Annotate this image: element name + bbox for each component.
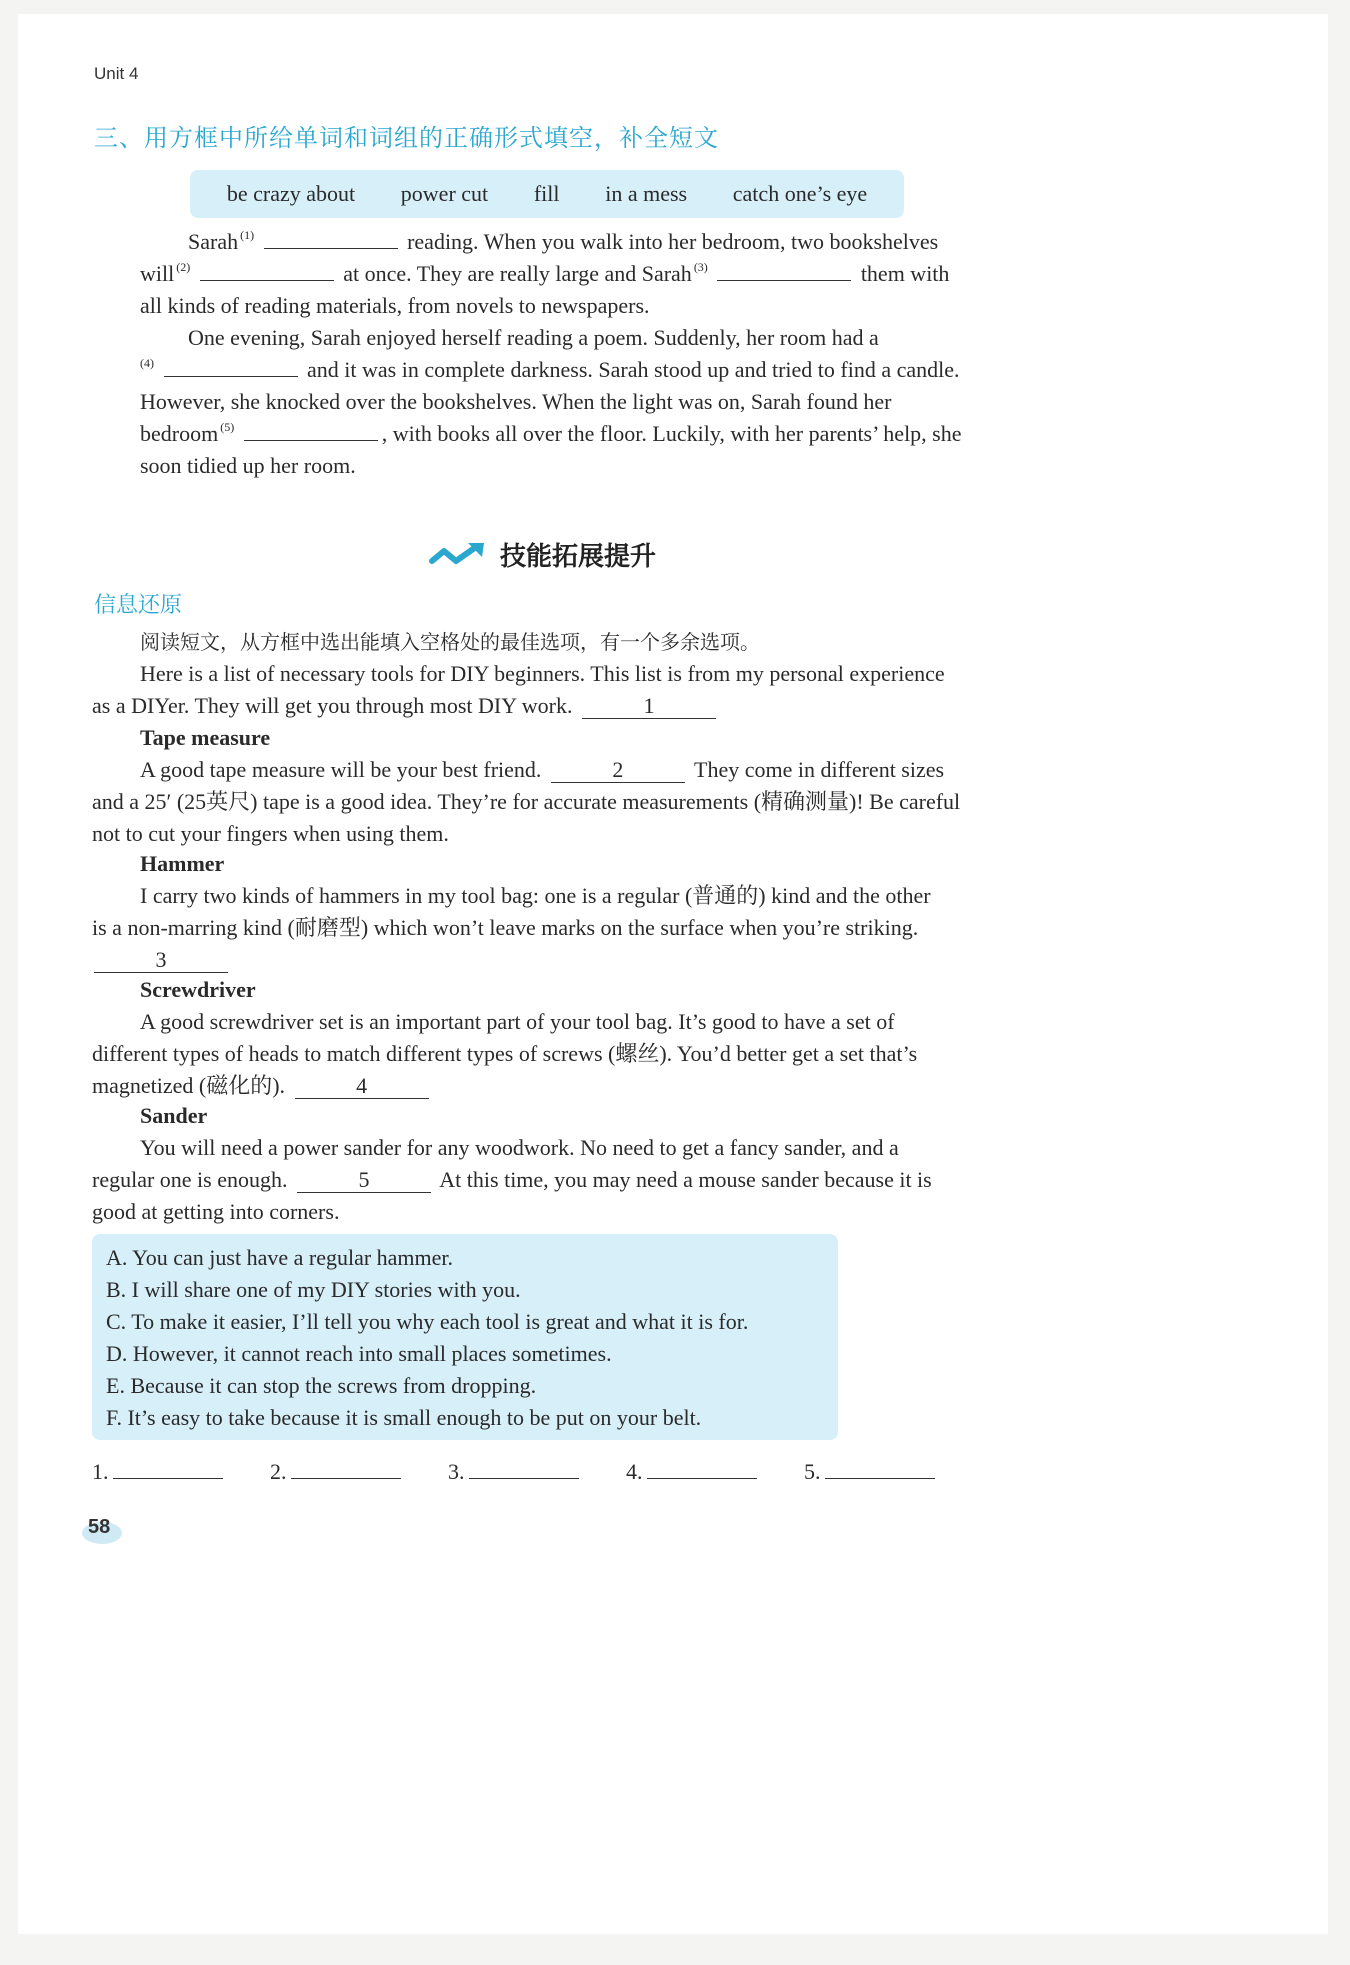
- answer-slot-5[interactable]: 5.: [804, 1456, 935, 1485]
- fill-blank[interactable]: [244, 418, 378, 441]
- option-f: F. It’s easy to take because it is small enough to be put on your belt.: [106, 1405, 702, 1430]
- unit-label: Unit 4: [94, 64, 139, 83]
- answer-blank-3[interactable]: 3: [94, 948, 228, 973]
- paragraph-line: not to cut your fingers when using them.: [92, 821, 449, 846]
- heading-hammer: Hammer: [140, 851, 225, 876]
- answer-slot-1[interactable]: 1.: [92, 1456, 223, 1485]
- answer-slot-4[interactable]: 4.: [626, 1456, 757, 1485]
- paragraph-line: as a DIYer. They will get you through most DIY work. 1: [92, 690, 720, 722]
- fill-blank[interactable]: [164, 354, 298, 377]
- heading-tape-measure: Tape measure: [140, 725, 271, 750]
- paragraph-line: Here is a list of necessary tools for DIY beginners. This list is from my personal experience: [140, 661, 945, 686]
- page-number: 58: [88, 1516, 120, 1544]
- answer-blank-2[interactable]: 2: [551, 758, 685, 783]
- passage-line: Sarah $^{(1)}$ reading. When you walk into her bedroom, two bookshelves: [188, 228, 939, 254]
- word-box: [190, 170, 904, 218]
- option-e: E. Because it can stop the screws from dropping.: [106, 1373, 537, 1398]
- heading-sander: Sander: [140, 1103, 208, 1128]
- answer-blank-4[interactable]: 4: [295, 1074, 429, 1099]
- option-c: C. To make it easier, I’ll tell you why each tool is great and what it is for.: [106, 1309, 749, 1334]
- fill-blank[interactable]: [264, 226, 398, 249]
- passage-line: $^{(4)}$ and it was in complete darkness. Sarah stood up and tried to find a candle.: [140, 356, 960, 382]
- paragraph-line: good at getting into corners.: [92, 1199, 340, 1224]
- fill-blank[interactable]: [717, 258, 851, 281]
- section-title: 三、用方框中所给单词和词组的正确形式填空，补全短文: [94, 124, 719, 152]
- option-b: B. I will share one of my DIY stories with you.: [106, 1277, 521, 1302]
- paragraph-line: magnetized (磁化的). 4: [92, 1070, 433, 1102]
- paragraph-line: is a non-marring kind (耐磨型) which won’t leave marks on the surface when you’re striking.: [92, 915, 919, 940]
- passage-line: bedroom $^{(5)}$ , with books all over the floor. Luckily, with her parents’ help, she: [140, 420, 962, 446]
- passage-line: soon tidied up her room.: [140, 453, 356, 478]
- heading-screwdriver: Screwdriver: [140, 977, 256, 1002]
- answer-slot-2[interactable]: 2.: [270, 1456, 401, 1485]
- word-option: in a mess: [605, 181, 688, 206]
- word-option: power cut: [400, 181, 489, 206]
- answer-blank-1[interactable]: 1: [582, 694, 716, 719]
- passage-line: will $^{(2)}$ at once. They are really large and Sarah $^{(3)}$ them with: [140, 260, 950, 286]
- paragraph-line: different types of heads to match different types of screws (螺丝). You’d better get a set that’s: [92, 1041, 918, 1066]
- word-option: fill: [533, 181, 560, 206]
- paragraph-line: [94, 944, 232, 976]
- paragraph-line: regular one is enough. 5 At this time, you may need a mouse sander because it is: [92, 1167, 932, 1192]
- passage-line: However, she knocked over the bookshelves. When the light was on, Sarah found her: [140, 389, 892, 414]
- answer-blank-5[interactable]: 5: [297, 1168, 431, 1193]
- passage-line: One evening, Sarah enjoyed herself reading a poem. Suddenly, her room had a: [188, 325, 879, 350]
- paragraph-line: A good screwdriver set is an important part of your tool bag. It’s good to have a set of: [140, 1009, 895, 1034]
- skills-heading-text: 技能拓展提升: [500, 541, 657, 572]
- paragraph-line: and a 25′ (25英尺) tape is a good idea. They’re for accurate measurements (精确测量)! Be careful: [92, 789, 961, 814]
- instruction: 阅读短文，从方框中选出能填入空格处的最佳选项，有一个多余选项。: [140, 630, 760, 654]
- fill-blank[interactable]: [200, 258, 334, 281]
- trend-up-icon: [428, 539, 486, 569]
- option-a: A. You can just have a regular hammer.: [106, 1245, 454, 1270]
- sub-title: 信息还原: [94, 593, 183, 618]
- paragraph-line: A good tape measure will be your best friend. 2 They come in different sizes: [140, 757, 945, 782]
- word-option: catch one’s eye: [732, 181, 868, 206]
- word-option: be crazy about: [226, 181, 356, 206]
- skills-heading: [428, 534, 656, 574]
- option-d: D. However, it cannot reach into small places sometimes.: [106, 1341, 612, 1366]
- workbook-page: [18, 14, 1328, 1934]
- answer-slot-3[interactable]: 3.: [448, 1456, 579, 1485]
- paragraph-line: I carry two kinds of hammers in my tool bag: one is a regular (普通的) kind and the other: [140, 883, 931, 908]
- passage-line: all kinds of reading materials, from novels to newspapers.: [140, 293, 650, 318]
- paragraph-line: You will need a power sander for any woodwork. No need to get a fancy sander, and a: [140, 1135, 899, 1160]
